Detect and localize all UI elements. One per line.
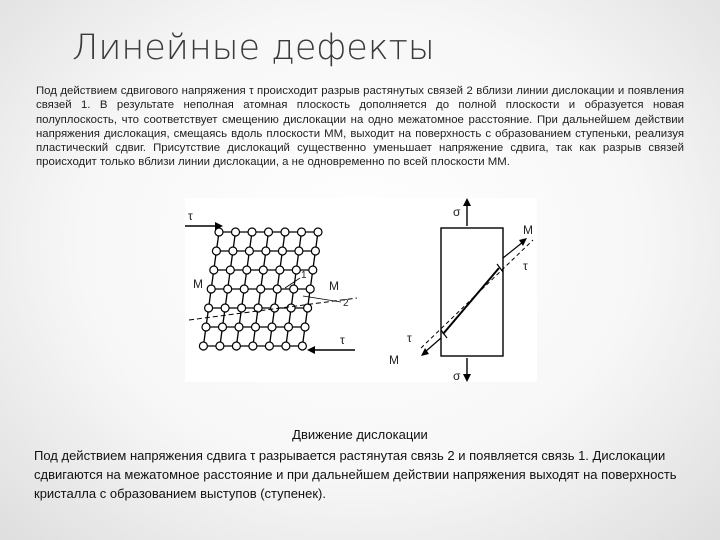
lattice-atom — [276, 266, 284, 274]
lattice-atom — [285, 323, 293, 331]
lattice-atom — [311, 247, 319, 255]
figure-caption-body: Под действием напряжения сдвига τ разрывается растянутая связь 2 и появляется связь 1. Дислокации сдвигаются на межатомное расстояние и при дальнейшем действии напряжения выходят на поверхность кристалла с образованием выступов (ступенек). — [34, 448, 677, 501]
lattice-atom — [202, 323, 210, 331]
sigma-top-label: σ — [453, 205, 461, 219]
lattice-atom — [301, 323, 309, 331]
lattice-atom — [199, 342, 207, 350]
lattice-atom — [248, 228, 256, 236]
lattice-atom — [219, 323, 227, 331]
lattice-atom — [252, 323, 260, 331]
lattice-atom — [265, 228, 273, 236]
lattice-atom — [298, 228, 306, 236]
lattice-atom — [238, 304, 246, 312]
tau-lower-label: τ — [407, 331, 412, 345]
lattice-atom — [295, 247, 303, 255]
sigma-top-arrowhead — [463, 198, 471, 206]
slip-line — [443, 268, 499, 334]
lattice-atom — [221, 304, 229, 312]
slide-title: Линейные дефекты — [72, 28, 435, 68]
lattice-atom — [290, 285, 298, 293]
lattice-atom — [292, 266, 300, 274]
lattice-atom — [268, 323, 276, 331]
lattice-atom — [309, 266, 317, 274]
dislocation-figure — [185, 198, 537, 382]
lattice-atom — [212, 247, 220, 255]
lattice-atom — [298, 342, 306, 350]
m-left-label: M — [193, 277, 203, 291]
lattice-atom — [207, 285, 215, 293]
m-lower-label: M — [389, 353, 399, 367]
lattice-atom — [216, 342, 224, 350]
lattice-atom — [257, 285, 265, 293]
lattice-atom — [287, 304, 295, 312]
figure-caption-title: Движение дислокации — [292, 427, 428, 442]
lattice-atom — [229, 247, 237, 255]
bond-2-label: 2 — [343, 298, 349, 309]
intro-paragraph: Под действием сдвигового напряжения τ происходит разрыв растянутых связей 2 вблизи линии дислокации и появления связей 1. В результате неполная атомная плоскость дополняется до полной плоскости и образуется новая полуплоскость, что соответствует смещению дислокации на одно межатомное расстояние. При дальнейшем действии напряжения дислокация, смещаясь вдоль плоскости ММ, выходит на поверхность с образованием ступеньки, реализуя пластический сдвиг. Присутствие дислокаций существенно уменьшает напряжение сдвига, так как разрыв связей происходит только вблизи линии дислокации, а не одновременно по всей плоскости ММ. — [36, 85, 684, 169]
crystal-lattice — [199, 228, 322, 350]
lattice-atom — [235, 323, 243, 331]
lattice-atom — [282, 342, 290, 350]
tau-upper-arrow — [503, 242, 523, 258]
lattice-atom — [243, 266, 251, 274]
tau-bottom-label: τ — [340, 333, 345, 347]
lattice-atom — [265, 342, 273, 350]
sigma-bottom-label: σ — [453, 369, 461, 382]
dislocation-diagram — [185, 198, 537, 382]
lattice-atom — [262, 247, 270, 255]
bond-1-label: 1 — [301, 270, 307, 281]
lattice-atom — [273, 285, 281, 293]
tau-top-label: τ — [188, 209, 193, 223]
m-upper-label: M — [523, 223, 533, 237]
lattice-atom — [210, 266, 218, 274]
lattice-atom — [226, 266, 234, 274]
lattice-atom — [281, 228, 289, 236]
lattice-atom — [259, 266, 267, 274]
lattice-atom — [205, 304, 213, 312]
crystal-block — [441, 228, 503, 356]
lattice-atom — [240, 285, 248, 293]
lattice-atom — [232, 342, 240, 350]
lattice-atom — [306, 285, 314, 293]
tau-upper-label: τ — [523, 259, 528, 273]
lattice-atom — [224, 285, 232, 293]
lattice-atom — [249, 342, 257, 350]
tau-lower-arrow — [425, 338, 441, 352]
lattice-atom — [278, 247, 286, 255]
tau-bottom-arrowhead — [307, 346, 315, 354]
lattice-atom — [232, 228, 240, 236]
lattice-atom — [314, 228, 322, 236]
m-right-label: M — [329, 279, 339, 293]
sigma-bottom-arrowhead — [463, 374, 471, 382]
lattice-atom — [245, 247, 253, 255]
